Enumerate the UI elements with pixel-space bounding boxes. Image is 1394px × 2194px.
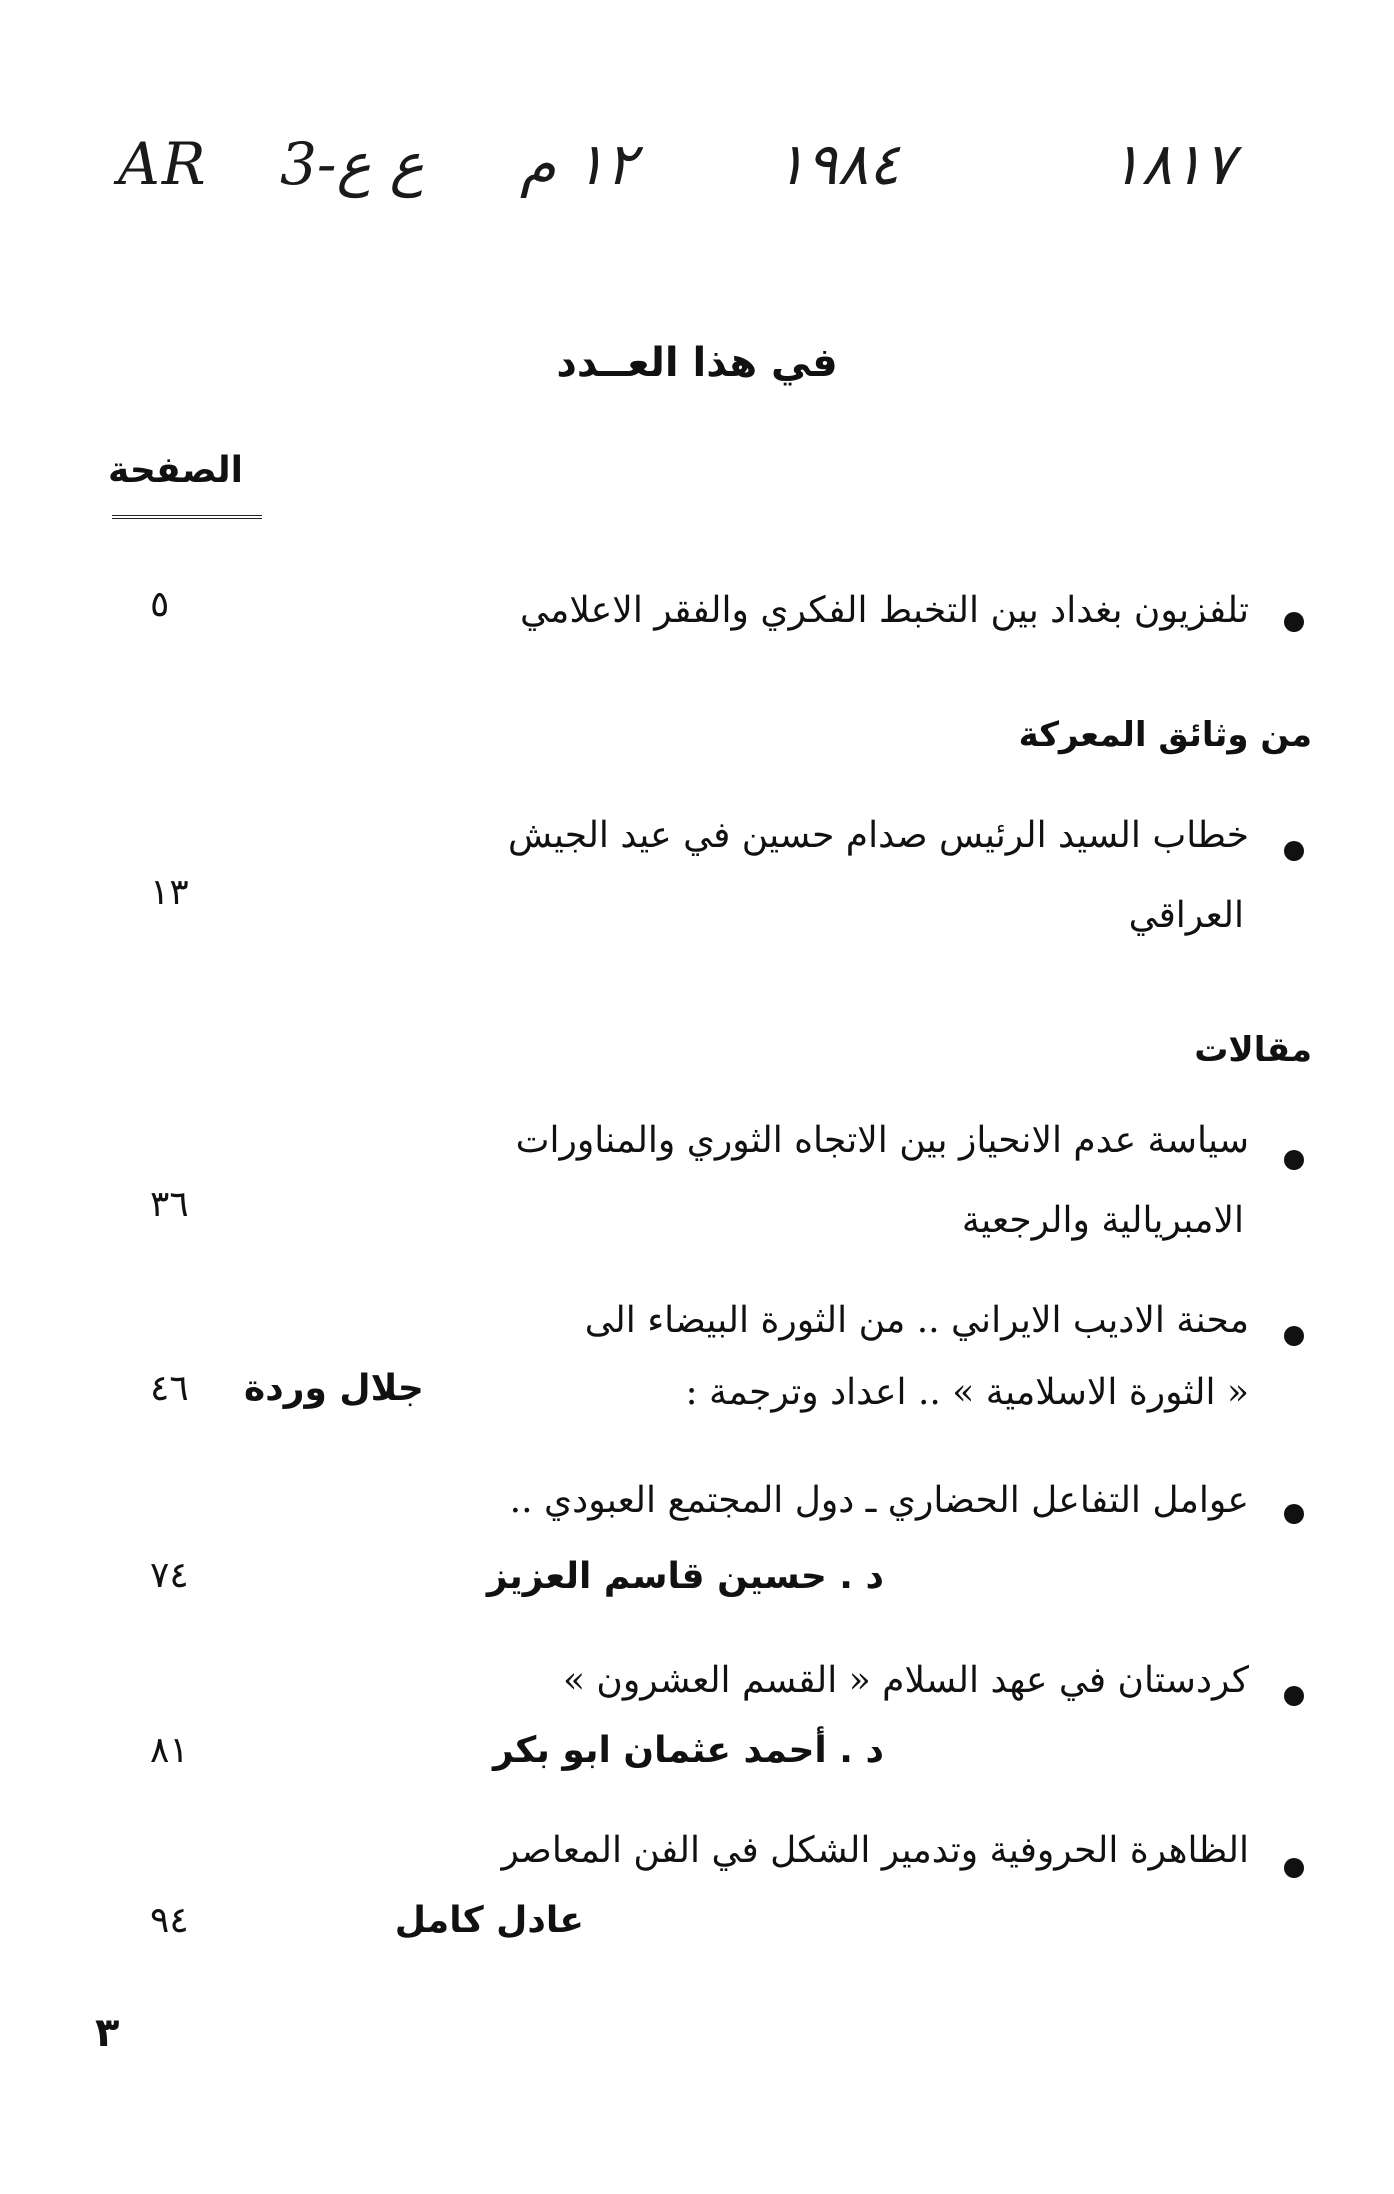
- entry-title-line: الظاهرة الحروفية وتدمير الشكل في الفن المعاصر: [501, 1830, 1249, 1871]
- entry-title-line: سياسة عدم الانحياز بين الاتجاه الثوري والمناورات: [515, 1120, 1249, 1161]
- toc-entry: [244, 1830, 1304, 1970]
- page-number: ١٣: [150, 872, 189, 913]
- author-name: جلال وردة: [244, 1368, 424, 1409]
- handwritten-note-part: ١٢ م: [520, 130, 637, 198]
- entry-title-line: خطاب السيد الرئيس صدام حسين في عيد الجيش: [507, 815, 1249, 856]
- toc-entry: [244, 590, 1304, 650]
- page-number: ٤٦: [150, 1368, 189, 1409]
- toc-entry: [244, 815, 1304, 955]
- entry-title-line: عوامل التفاعل الحضاري ـ دول المجتمع العبودي ..: [509, 1480, 1249, 1521]
- bullet-icon: [1284, 1504, 1304, 1524]
- entry-title-line: العراقي: [1128, 895, 1244, 936]
- author-name: عادل كامل: [394, 1900, 584, 1941]
- page-title: في هذا العــدد: [556, 340, 838, 386]
- toc-entry: [244, 1480, 1304, 1620]
- handwritten-note-part: ١٨١٧: [1110, 130, 1235, 198]
- entry-title-line: محنة الاديب الايراني .. من الثورة البيضاء الى: [584, 1300, 1249, 1341]
- handwritten-note-part: AR: [118, 130, 208, 198]
- author-name: د . أحمد عثمان ابو بكر: [493, 1730, 884, 1771]
- page-number: ٥: [150, 584, 170, 625]
- page-folio-number: ٣: [95, 2010, 120, 2056]
- toc-entry: [244, 1300, 1304, 1440]
- bullet-icon: [1284, 1326, 1304, 1346]
- page-number: ٩٤: [150, 1900, 189, 1941]
- page-number: ٨١: [150, 1730, 189, 1771]
- toc-entry: [244, 1120, 1304, 1260]
- header-underline: [112, 515, 262, 519]
- section-heading: من وثائق المعركة: [1018, 715, 1312, 755]
- page-number: ٧٤: [150, 1555, 189, 1596]
- handwritten-note-part: ١٩٨٤: [775, 130, 900, 198]
- bullet-icon: [1284, 1686, 1304, 1706]
- bullet-icon: [1284, 1150, 1304, 1170]
- entry-title-line: كردستان في عهد السلام « القسم العشرون »: [562, 1660, 1249, 1701]
- bullet-icon: [1284, 612, 1304, 632]
- entry-title-line: « الثورة الاسلامية » .. اعداد وترجمة :: [685, 1372, 1249, 1413]
- handwritten-note-part: 3-ع ع: [280, 130, 425, 198]
- bullet-icon: [1284, 1858, 1304, 1878]
- bullet-icon: [1284, 841, 1304, 861]
- entry-title-line: الامبريالية والرجعية: [961, 1200, 1244, 1241]
- page-column-header: الصفحة: [108, 450, 244, 491]
- section-heading: مقالات: [1194, 1030, 1312, 1070]
- author-name: د . حسين قاسم العزيز: [486, 1556, 884, 1597]
- toc-entry: [244, 1660, 1304, 1800]
- page-number: ٣٦: [150, 1184, 189, 1225]
- entry-title-line: تلفزيون بغداد بين التخبط الفكري والفقر الاعلامي: [520, 590, 1249, 631]
